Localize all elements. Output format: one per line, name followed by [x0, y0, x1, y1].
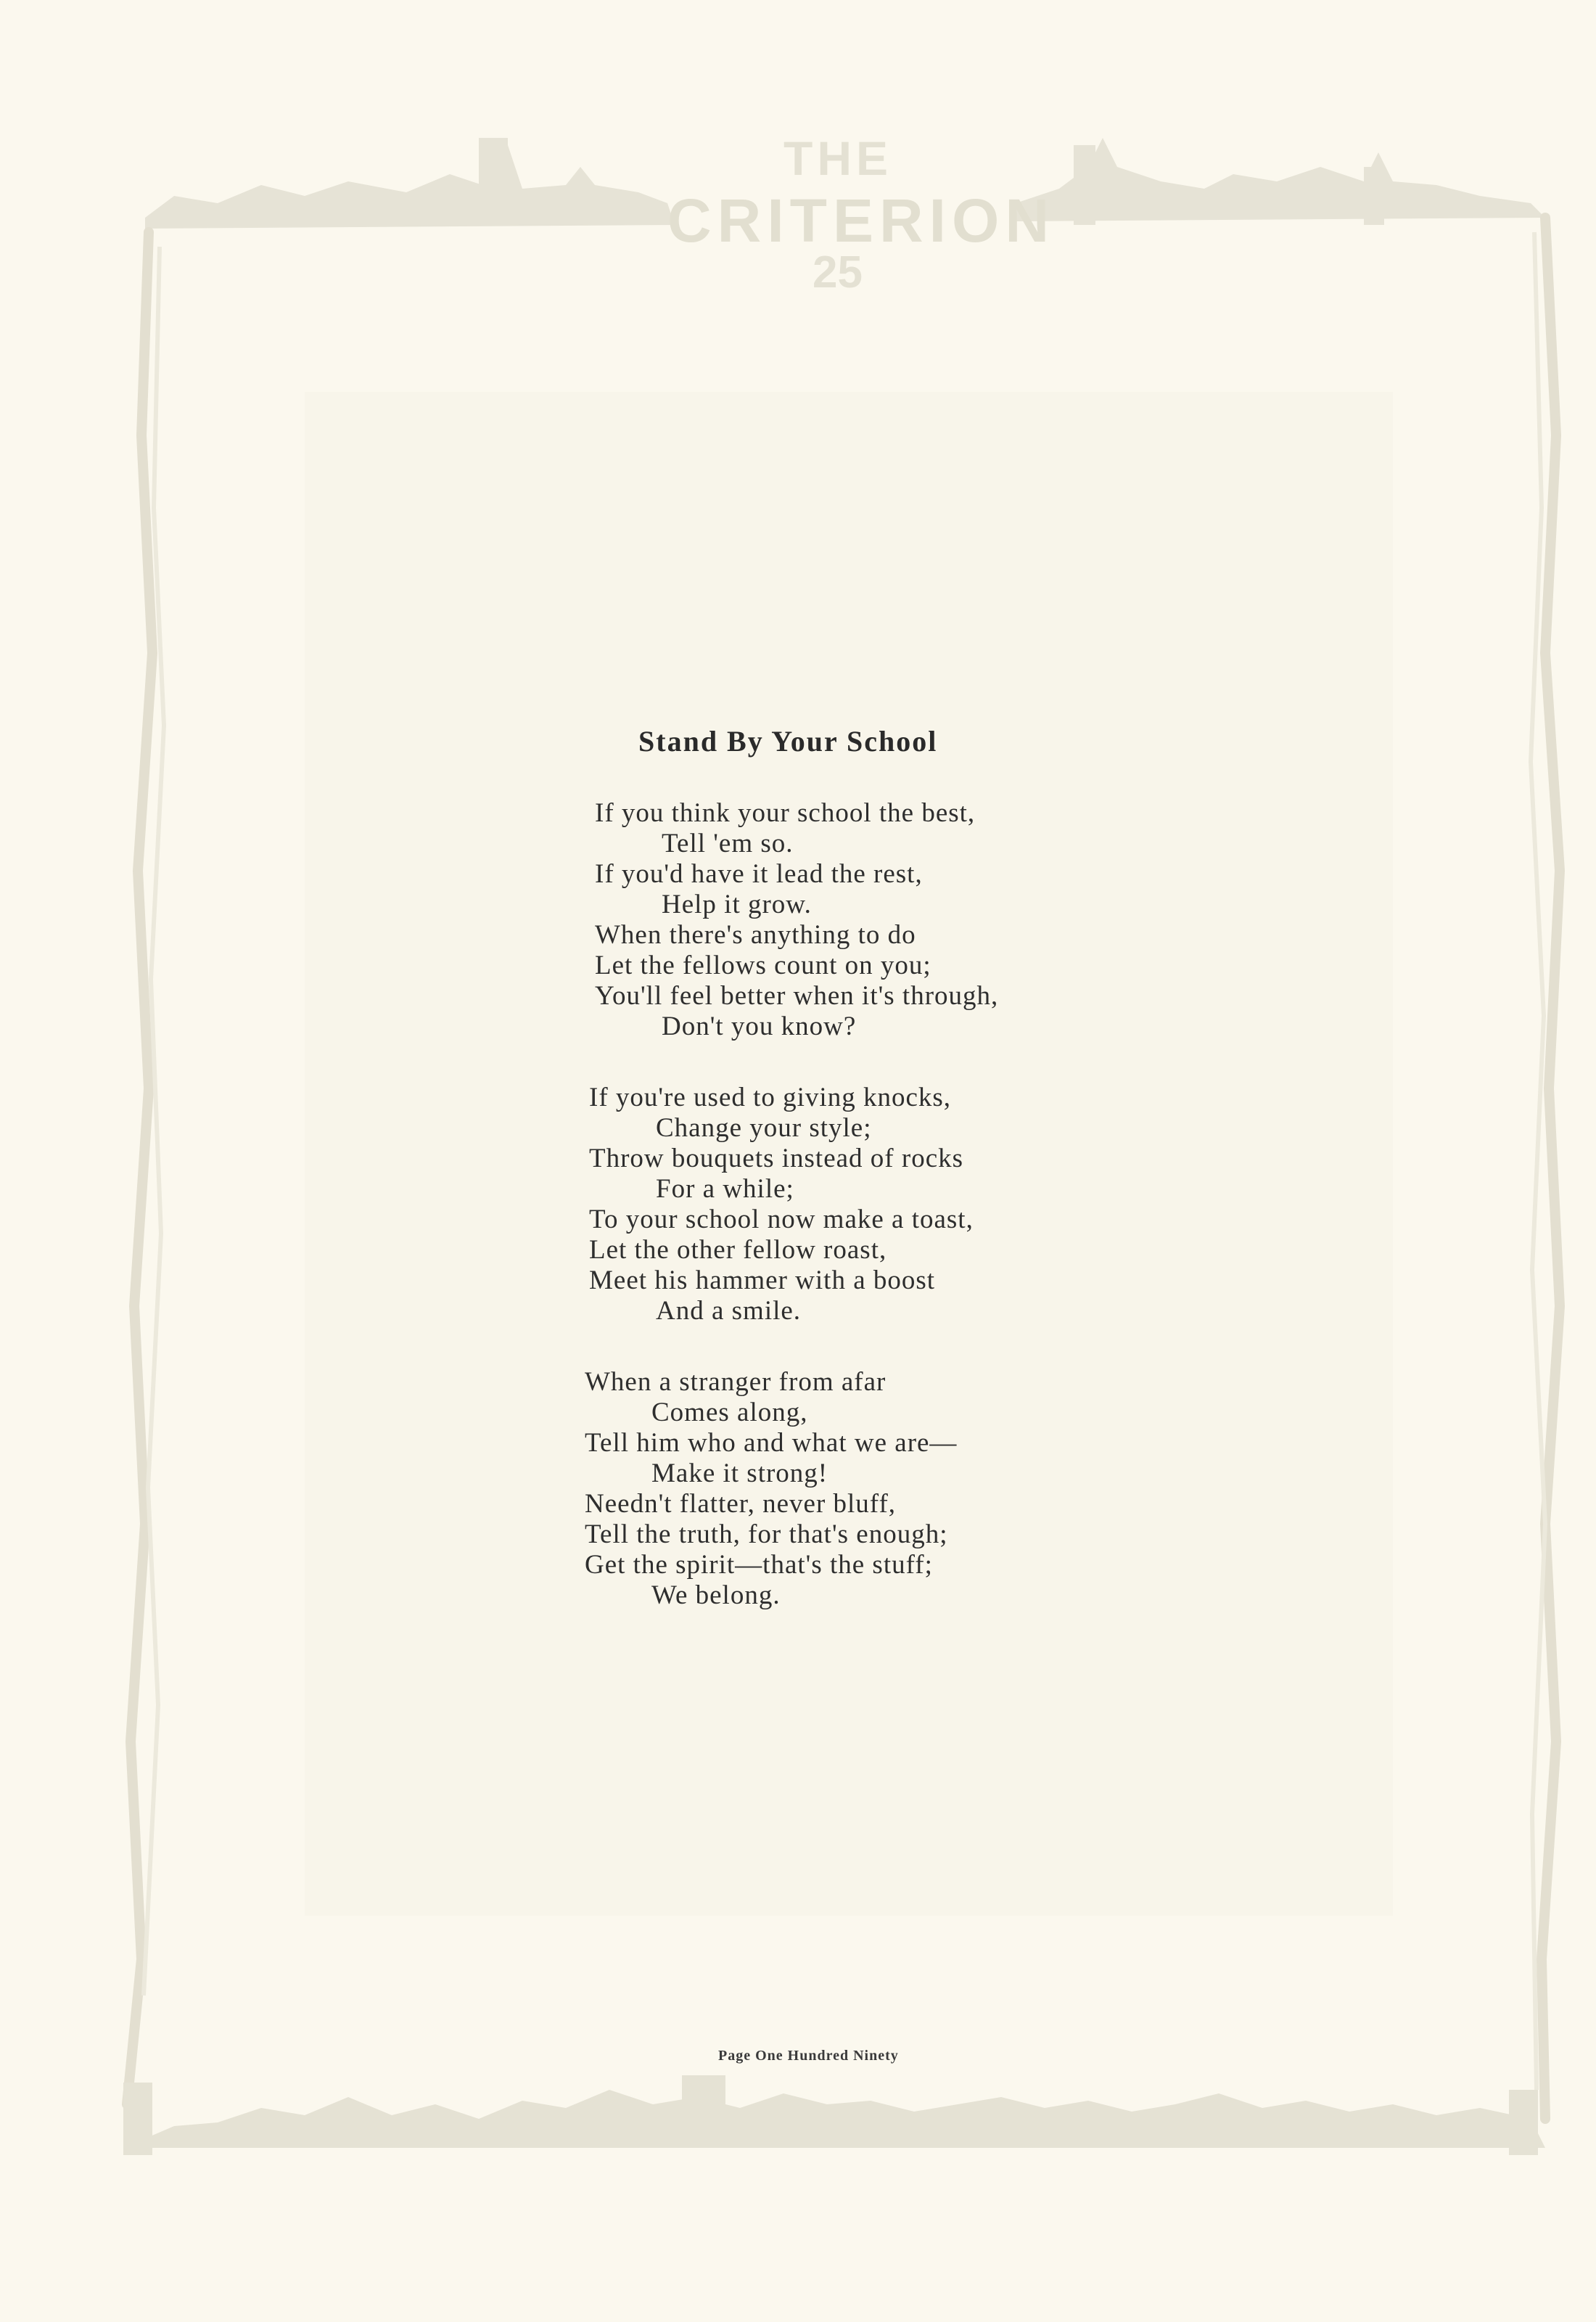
poem-stanza	[589, 1083, 1242, 1326]
poem-line: We belong.	[651, 1580, 781, 1610]
masthead-title-large: CRITERION	[667, 186, 1055, 255]
masthead-year: 25	[813, 247, 863, 298]
poem-line: Help it grow.	[662, 890, 812, 919]
poem-title: Stand By Your School	[638, 725, 938, 758]
poem-line: Throw bouquets instead of rocks	[589, 1144, 964, 1173]
poem-line: Get the spirit—that's the stuff;	[585, 1550, 933, 1580]
poem-line: When a stranger from afar	[585, 1367, 887, 1397]
right-border-decoration	[1542, 218, 1560, 2119]
poem-line: Let the fellows count on you;	[595, 951, 931, 980]
poem-stanza	[585, 1367, 1238, 1611]
poem-line: You'll feel better when it's through,	[595, 981, 999, 1011]
poem-line: Let the other fellow roast,	[589, 1235, 887, 1265]
page-number: Page One Hundred Ninety	[718, 2048, 899, 2064]
poem-line: For a while;	[656, 1174, 794, 1204]
poem-line: Tell the truth, for that's enough;	[585, 1519, 948, 1549]
poem-line: Meet his hammer with a boost	[589, 1265, 936, 1295]
poem-line: If you're used to giving knocks,	[589, 1083, 952, 1112]
poem-line: Tell him who and what we are—	[585, 1428, 958, 1458]
left-border-decoration	[127, 232, 152, 2104]
poem-line: Change your style;	[656, 1113, 872, 1143]
poem-line: And a smile.	[656, 1296, 802, 1326]
poem-line: Don't you know?	[662, 1012, 857, 1041]
poem-line: If you'd have it lead the rest,	[595, 859, 923, 889]
poem-stanza	[595, 798, 1248, 1042]
masthead-title-small: THE	[783, 131, 892, 185]
poem-line: When there's anything to do	[595, 920, 916, 950]
poem-line: Make it strong!	[651, 1459, 828, 1488]
poem-line: If you think your school the best,	[595, 798, 976, 828]
poem-line: Tell 'em so.	[662, 829, 794, 858]
poem-line: To your school now make a toast,	[589, 1205, 974, 1234]
bottom-skyline-decoration	[123, 2075, 1545, 2155]
poem-line: Needn't flatter, never bluff,	[585, 1489, 897, 1519]
right-border-texture	[1531, 232, 1545, 2090]
poem-line: Comes along,	[651, 1398, 808, 1427]
